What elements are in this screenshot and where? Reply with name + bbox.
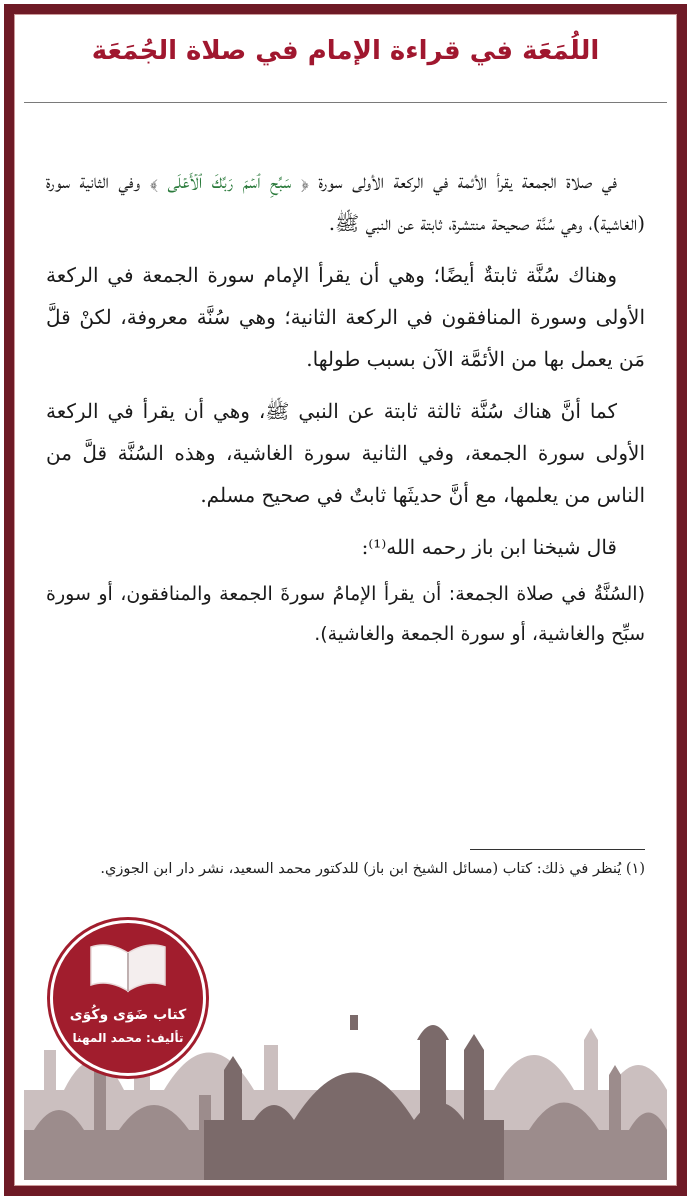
seal-book-title: كتاب ضَوَى وكُوَى (69, 1007, 187, 1023)
article-body (46, 160, 645, 654)
seal-author: تأليف: محمد المهنا (72, 1031, 184, 1045)
book-seal (50, 920, 206, 1076)
paragraph-2: وهناك سُنَّة ثابتةٌ أيضًا؛ وهي أن يقرأ الإمام سورة الجمعة في الركعة الأولى وسورة المنافقون في الركعة الثانية؛ وهي سُنَّة معروفة، لكنْ قلَّ مَن يعمل بها من الأئمَّة الآن بسبب طولها. (46, 263, 645, 371)
quran-verse: سَبِّحِ ٱسۡمَ رَبِّكَ ٱلۡأَعۡلَى (167, 169, 292, 193)
ibn-baz-quote: (السُنَّةُ في صلاة الجمعة: أن يقرأ الإمامُ سورةَ الجمعة والمنافقون، أو سورة سبِّح والغاشية، أو سورة الجمعة والغاشية). (46, 583, 645, 645)
content-page (24, 20, 667, 1180)
paragraph-3: كما أنَّ هناك سُنَّة ثالثة ثابتة عن النبي ﷺ، وهي أن يقرأ في الركعة الأولى سورة الجمعة، وفي الثانية سورة الغاشية، وهذه السُنَّة قلَّ من الناس من يعلمها، مع أنَّ حديثَها ثابتٌ في صحيح مسلم. (46, 399, 645, 507)
open-book-icon (85, 937, 171, 999)
paragraph-1-after: ﴾ وفي الثانية سورة (الغاشية)، وهي سُنَّة صحيحة منتشرة، ثابتة عن النبي ﷺ. (46, 169, 645, 235)
paragraph-1 (46, 160, 645, 244)
page-title: اللُمَعَة في قراءة الإمام في صلاة الجُمَعَة (91, 36, 600, 66)
paragraph-1-before: في صلاة الجمعة يقرأ الأئمة في الركعة الأولى سورة ﴿ (291, 169, 617, 193)
footnote-divider (470, 849, 645, 850)
quote-intro: قال شيخنا ابن باز رحمه الله⁽¹⁾: (361, 535, 617, 559)
footnote: (١) يُنظر في ذلك: كتاب (مسائل الشيخ ابن باز) للدكتور محمد السعيد، نشر دار ابن الجوزي. (100, 861, 645, 877)
title-divider (24, 102, 667, 103)
